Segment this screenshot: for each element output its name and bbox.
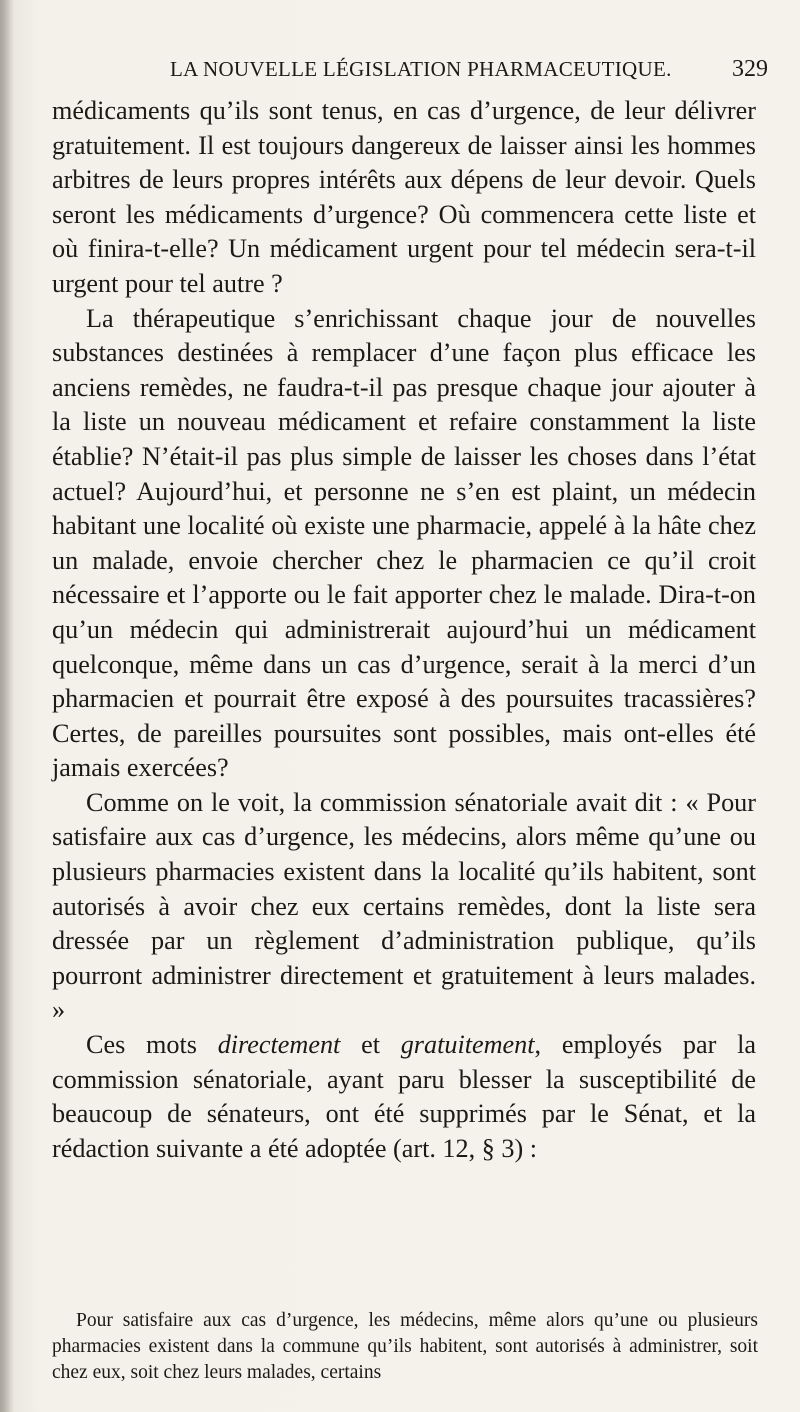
running-title: LA NOUVELLE LÉGISLATION PHARMACEUTIQUE. xyxy=(170,57,672,81)
paragraph-1: médicaments qu’ils sont tenus, en cas d’urgence, de leur délivrer gratuitement. Il est toujours dangereux de laisser ainsi les hommes arbitres de leurs propres intérêts aux dépens de leur devoir. Quels seront les médicaments d’urgence? Où commencera cette liste et où finira-t-elle? Un médicament urgent pour tel médecin sera-t-il urgent pour tel autre ? xyxy=(52,96,756,298)
binding-shadow xyxy=(0,0,14,1412)
paragraph-3: Comme on le voit, la commission sénatoriale avait dit : « Pour satisfaire aux cas d’urgence, les médecins, alors même qu’une ou plusieurs pharmacies existent dans la localité qu’ils habitent, sont autorisés à avoir chez eux certains remèdes, dont la liste sera dressée par un règlement d’administration publique, qu’ils pourront administrer directement et gratuitement à leurs malades. » xyxy=(52,787,756,1025)
paragraph-4-end: , employés par la commission sénatoriale, ayant paru blesser la susceptibilité de beaucoup de sénateurs, ont été supprimés par le Sénat, et la rédaction suivante a été adoptée (art. 12, § 3) : xyxy=(52,1030,756,1163)
paragraph-2: La thérapeutique s’enrichissant chaque jour de nouvelles substances destinées à remplacer d’une façon plus efficace les anciens remèdes, ne faudra-t-il pas presque chaque jour ajouter à la liste un nouveau médicament et refaire constamment la liste établie? N’était-il pas plus simple de laisser les choses dans l’état actuel? Aujourd’hui, et personne ne s’en est plaint, un médecin habitant une localité où existe une pharmacie, appelé à la hâte chez un malade, envoie chercher chez le pharmacien ce qu’il croit nécessaire et l’apporte ou le fait apporter chez le malade. Dira-t-on qu’un médecin qui administrerait aujourd’hui un médicament quelconque, même dans un cas d’urgence, serait à la merci d’un pharmacien et pourrait être exposé à des poursuites tracassières? Certes, de pareilles poursuites sont possibles, mais ont-elles été jamais exercées? xyxy=(52,303,756,783)
paragraph-4 xyxy=(52,1028,756,1166)
italic-directement: directement xyxy=(217,1030,341,1060)
quoted-article xyxy=(52,1308,758,1386)
paragraph-4-mid: et xyxy=(340,1030,401,1060)
running-head xyxy=(60,56,768,90)
paragraph-4-start: Ces mots xyxy=(86,1030,218,1060)
page-number: 329 xyxy=(732,56,768,82)
body-text xyxy=(52,94,756,1166)
quoted-article-text: Pour satisfaire aux cas d’urgence, les médecins, même alors qu’une ou plusieurs pharmacies existent dans la commune qu’ils habitent, sont autorisés à administrer, soit chez eux, soit chez leurs malades, certains xyxy=(52,1310,758,1383)
italic-gratuitement: gratuitement xyxy=(400,1030,535,1060)
